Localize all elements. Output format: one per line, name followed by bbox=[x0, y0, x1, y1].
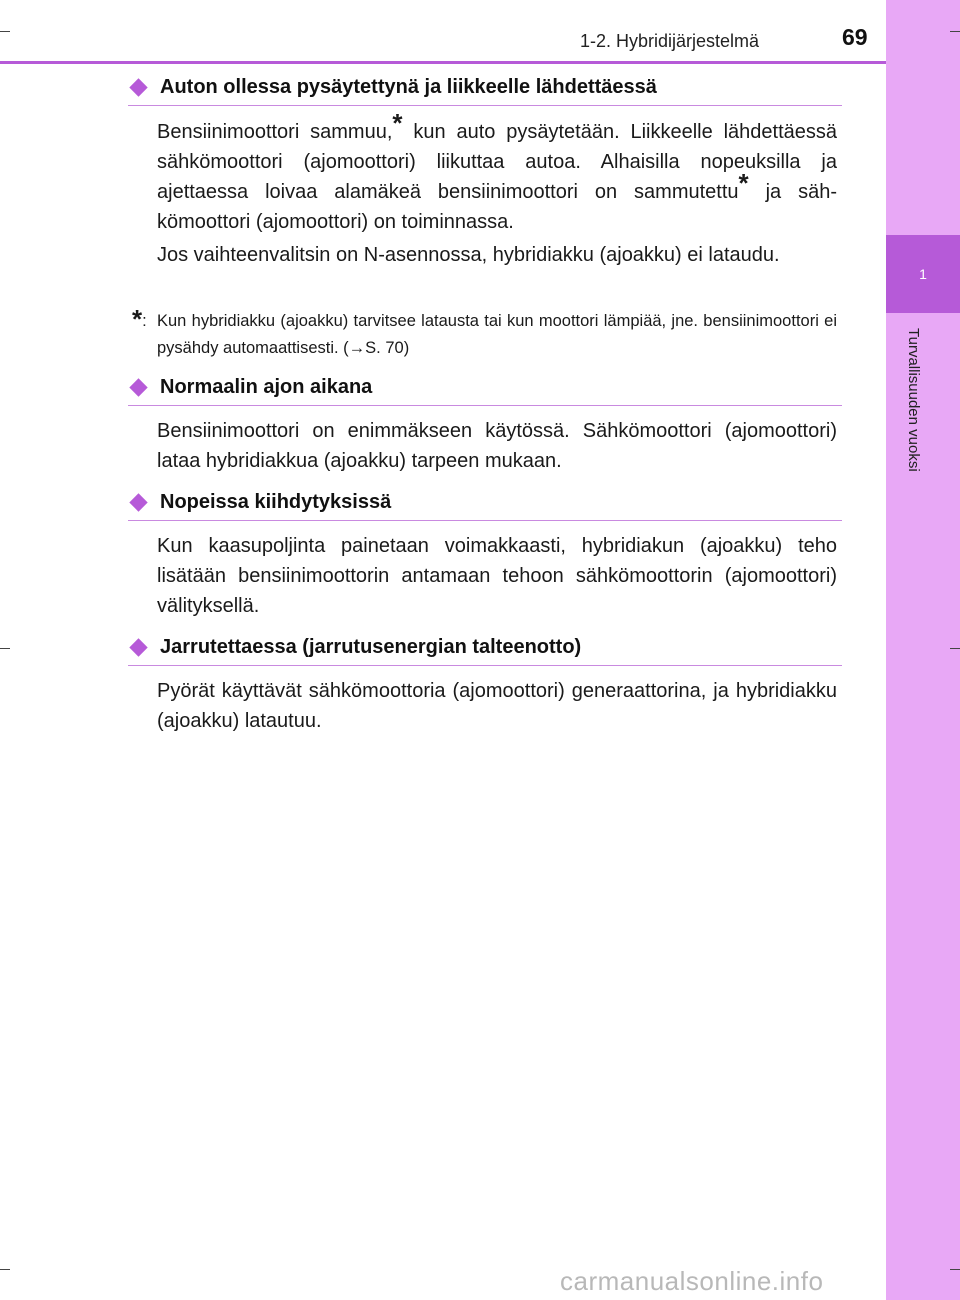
header-divider bbox=[0, 61, 886, 64]
section-heading-text: Jarrutettaessa (jarrutusenergian talteenotto) bbox=[160, 636, 582, 658]
section-heading bbox=[128, 491, 842, 521]
sidebar-band bbox=[886, 0, 960, 1300]
paragraph-text: Bensiinimoottori sammuu, bbox=[157, 121, 393, 143]
section-heading-text: Normaalin ajon aikana bbox=[160, 376, 373, 398]
asterisk-marker: * bbox=[738, 168, 749, 198]
chapter-tab bbox=[886, 235, 960, 313]
crop-mark bbox=[0, 1269, 10, 1270]
section-title-vertical: Turvallisuuden vuoksi bbox=[905, 328, 922, 472]
diamond-bullet-icon bbox=[129, 638, 147, 656]
crop-mark bbox=[950, 31, 960, 32]
crop-mark bbox=[950, 1269, 960, 1270]
footnote-text: Kun hybridiakku (ajoakku) tarvitsee latausta tai kun moottori lämpiää, jne. bensiinimoottori ei pysähdy automaattisesti. (→S. 70) bbox=[157, 312, 837, 357]
footnote-marker: * bbox=[132, 304, 143, 334]
section-heading bbox=[128, 376, 842, 406]
section-heading bbox=[128, 76, 842, 106]
paragraph-text: ja sähkömoottori (ajomoottori) on toiminnassa. bbox=[157, 181, 837, 233]
section-heading-text: Auton ollessa pysäytettynä ja liikkeelle lähdettäessä bbox=[160, 76, 657, 98]
header-title: 1-2. Hybridijärjestelmä bbox=[580, 31, 760, 51]
paragraph-text: kun auto pysäytetään. Liikkeelle lähdettäessä sähkömoottori (ajomoottori) liikuttaa autoa. Alhaisilla nopeuksilla ja ajettaessa loivaa alamäkeä bensiinimoottori on sammutettu bbox=[157, 121, 838, 203]
footnote-colon: : bbox=[142, 312, 147, 330]
crop-mark bbox=[950, 648, 960, 649]
section-heading-text: Nopeissa kiihdytyksissä bbox=[160, 491, 392, 513]
crop-mark bbox=[0, 31, 10, 32]
diamond-bullet-icon bbox=[129, 493, 147, 511]
footnote bbox=[132, 304, 837, 357]
paragraph: Jos vaihteenvalitsin on N-asennossa, hybridiakku (ajoakku) ei lataudu. bbox=[157, 244, 780, 266]
paragraph bbox=[157, 108, 838, 237]
paragraph: Kun kaasupoljinta painetaan voimakkaasti, hybridiakun (ajoakku) teho lisätään bensiinimoottorin antamaan tehoon sähkömoottorin (ajomoottori) välityksellä. bbox=[157, 535, 837, 617]
paragraph: Bensiinimoottori on enimmäkseen käytössä. Sähkömoottori (ajomoottori) lataa hybridiakkua (ajoakku) tarpeen mukaan. bbox=[157, 420, 837, 472]
asterisk-marker: * bbox=[392, 108, 403, 138]
diamond-bullet-icon bbox=[129, 378, 147, 396]
paragraph: Pyörät käyttävät sähkömoottoria (ajomoottori) generaattorina, ja hybridiakku (ajoakku) latautuu. bbox=[157, 680, 837, 732]
page-number: 69 bbox=[842, 24, 868, 50]
diamond-bullet-icon bbox=[129, 78, 147, 96]
watermark: carmanualsonline.info bbox=[560, 1266, 824, 1296]
chapter-number: 1 bbox=[919, 266, 927, 282]
crop-mark bbox=[0, 648, 10, 649]
section-heading bbox=[128, 636, 842, 666]
